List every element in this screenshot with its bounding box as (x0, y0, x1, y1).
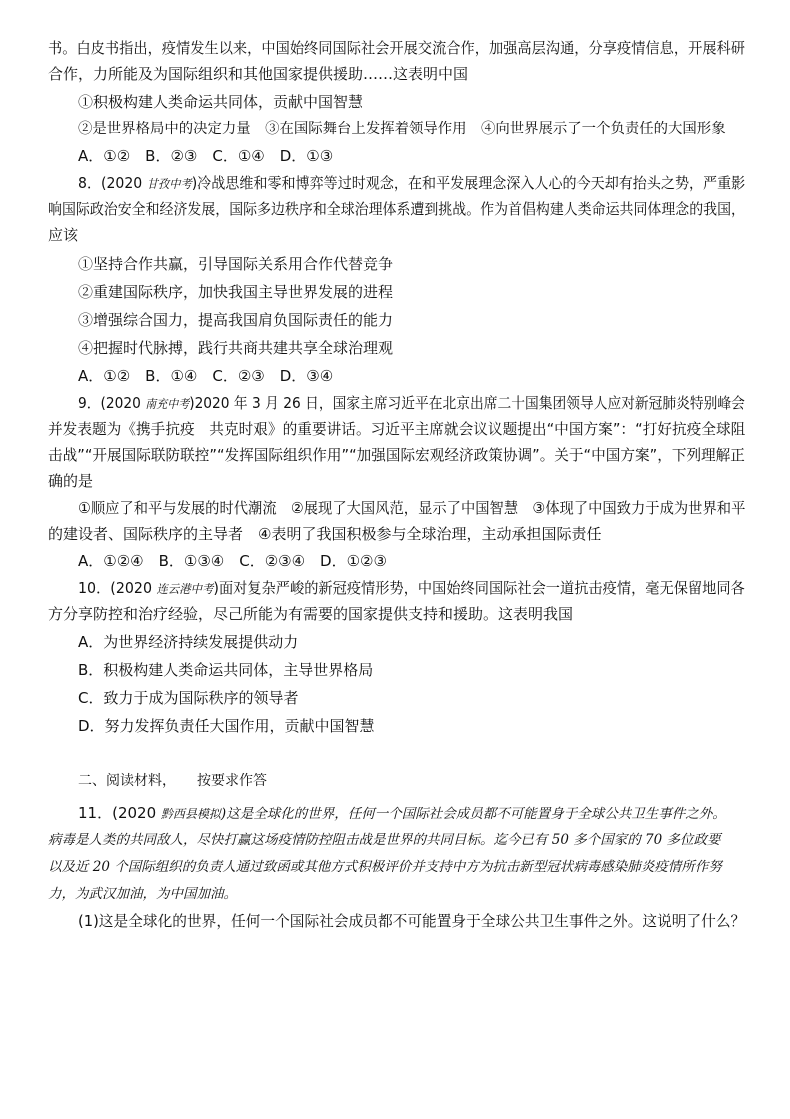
option-line: D．努力发挥负责任大国作用，贡献中国智慧 (78, 717, 375, 735)
text-line: 书。白皮书指出，疫情发生以来，中国始终同国际社会开展交流合作，加强高层沟通，分享疫情信息，开展科研 (48, 39, 746, 57)
question-text: )这是全球化的世界，任何一个国际社会成员都不可能置身于全球公共卫生事件之外。 (220, 806, 726, 822)
answer-choices: A．①② B．①④ C．②③ D．③④ (78, 367, 334, 385)
option-line: ③增强综合国力，提高我国肩负国际责任的能力 (78, 311, 394, 329)
question-text: )2020 年 3 月 26 日，国家主席习近平在北京出席二十国集团领导人应对新冠肺炎特别峰会 (189, 394, 745, 412)
material-line: 以及近 20 个国际组织的负责人通过致函或其他方式积极评价并支持中方为抗击新型冠状病毒感染肺炎疫情所作努 (48, 859, 722, 875)
question-text: )冷战思维和零和博弈等过时观念，在和平发展理念深入人心的今天却有抬头之势，严重影 (191, 174, 746, 192)
question-number: 9．( (78, 394, 106, 412)
question-source: 连云港中考 (156, 582, 214, 596)
option-line: ②重建国际秩序，加快我国主导世界发展的进程 (78, 283, 394, 301)
option-line: ②是世界格局中的决定力量 ③在国际舞台上发挥着领导作用 ④向世界展示了一个负责任的大国形象 (78, 121, 726, 137)
text-line: 应该 (48, 226, 79, 244)
material-line: 力，为武汉加油，为中国加油。 (48, 886, 237, 902)
option-line: ①坚持合作共赢，引导国际关系用合作代替竞争 (78, 255, 394, 273)
option-line: B．积极构建人类命运共同体，主导世界格局 (78, 661, 374, 679)
question-number: 11．( (78, 804, 118, 822)
question-year: 2020 (106, 174, 147, 192)
option-line: ④把握时代脉搏，践行共商共建共享全球治理观 (78, 339, 394, 357)
option-line: A．为世界经济持续发展提供动力 (78, 633, 299, 651)
question-number: 8．( (78, 174, 107, 192)
question-8-header (78, 172, 745, 195)
text-line: 方分享防控和治疗经验，尽己所能为有需要的国家提供支持和援助。这表明我国 (48, 605, 574, 623)
question-10-header (78, 577, 745, 600)
question-year: 2020 (117, 804, 161, 822)
question-9-header (78, 392, 745, 415)
answer-choices: A．①② B．②③ C．①④ D．①③ (78, 147, 334, 165)
option-line: C．致力于成为国际秩序的领导者 (78, 689, 299, 707)
option-line: ①顺应了和平与发展的时代潮流 ②展现了大国风范，显示了中国智慧 ③体现了中国致力于成为世界和平 (78, 499, 746, 517)
sub-question: (1)这是全球化的世界，任何一个国际社会成员都不可能置身于全球公共卫生事件之外。这说明了什么？ (78, 912, 746, 930)
option-line: ①积极构建人类命运共同体，贡献中国智慧 (78, 93, 364, 111)
question-source: 南充中考 (145, 397, 190, 411)
question-source: 黔西县模拟 (160, 807, 221, 821)
question-11-header (78, 802, 726, 825)
option-line: 的建设者、国际秩序的主导者 ④表明了我国积极参与全球治理，主动承担国际责任 (48, 525, 602, 543)
question-number: 10．( (78, 579, 116, 597)
text-line: 合作，力所能及为国际组织和其他国家提供援助……这表明中国 (48, 65, 469, 83)
question-year: 2020 (105, 394, 146, 412)
text-line: 确的是 (48, 472, 94, 490)
section-heading: 二、阅读材料， 按要求作答 (78, 773, 267, 789)
text-line: 响国际政治安全和经济发展，国际多边秩序和全球治理体系遭到挑战。作为首倡构建人类命运共同体理念的我国， (48, 200, 745, 218)
text-line: 击战”“开展国际联防联控”“发挥国际组织作用”“加强国际宏观经济政策协调”。关于“中国方案”，下列理解正 (48, 446, 745, 464)
question-source: 甘孜中考 (146, 177, 192, 191)
question-year: 2020 (115, 579, 157, 597)
answer-choices: A．①②④ B．①③④ C．②③④ D．①②③ (78, 552, 387, 570)
question-text: )面对复杂严峻的新冠疫情形势，中国始终同国际社会一道抗击疫情，毫无保留地同各 (213, 579, 745, 597)
text-line: 并发表题为《携手抗疫 共克时艰》的重要讲话。习近平主席就会议议题提出“中国方案”：“打好抗疫全球阻 (48, 420, 746, 438)
material-line: 病毒是人类的共同敌人，尽快打赢这场疫情防控阻击战是世界的共同目标。迄今已有 50 多个国家的 70 多位政要 (48, 832, 721, 848)
